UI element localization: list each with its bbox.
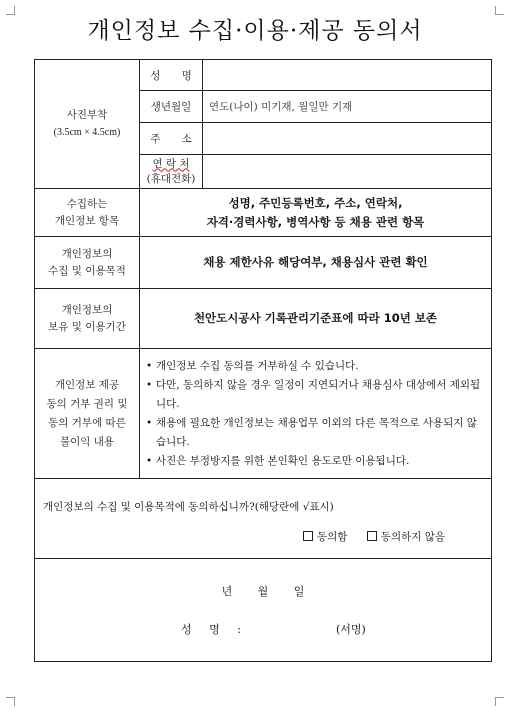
date-line[interactable]: 년 월 일 [221,585,305,598]
rights-label-line4: 불이익 내용 [59,435,115,448]
photo-cell[interactable] [35,60,140,189]
purpose-label-line1: 개인정보의 [61,247,113,260]
disagree-option[interactable] [367,531,445,543]
retention-label [35,289,140,349]
contact-label-line1: 연 락 처 [152,157,190,170]
purpose-label [35,237,140,289]
retention-content: 천안도시공사 기록관리기준표에 따라 10년 보존 [140,289,492,349]
birth-label: 생년월일 [140,91,203,123]
signature-name-label: 성 명 : [181,623,241,636]
purpose-label-line2: 수집 및 이용목적 [48,264,126,277]
rights-content [140,349,492,479]
birth-hint: 연도(나이) 미기재, 월일만 기재 [209,101,353,113]
agree-label: 동의함 [317,531,348,543]
retention-label-line2: 보유 및 이용기간 [48,320,126,333]
purpose-content: 채용 제한사유 해당여부, 채용심사 관련 확인 [140,237,492,289]
rights-label-line2: 동의 거부 권리 및 [46,397,128,410]
agree-checkbox[interactable] [303,531,313,541]
signature-line [35,621,491,637]
rights-item: • 개인정보 수집 동의를 거부하실 수 있습니다. [146,359,359,372]
items-label-line1: 수집하는 [66,197,108,210]
retention-label-line1: 개인정보의 [61,303,113,316]
rights-item: • 채용에 필요한 개인정보는 채용업무 이외의 다른 목적으로 사용되지 않습니다. [146,416,477,448]
contact-label-line2: (휴대전화) [146,172,196,185]
items-label-line2: 개인정보 항목 [54,214,120,227]
rights-label-line1: 개인정보 제공 [54,378,120,391]
photo-size: (3.5cm × 4.5cm) [53,127,121,138]
document-title: 개인정보 수집·이용·제공 동의서 [87,18,423,44]
birth-field[interactable] [203,91,492,123]
rights-item: • 사진은 부정방지를 위한 본인확인 용도로만 이용됩니다. [146,454,410,467]
signature-sign[interactable]: (서명) [335,623,366,636]
name-label: 성 명 [140,60,203,91]
disagree-label: 동의하지 않음 [380,531,445,543]
rights-list [140,351,491,477]
items-label [35,189,140,237]
consent-form-table [34,59,492,662]
consent-question: 개인정보의 수집 및 이용목적에 동의하십니까?(해당란에 √표시) [43,501,334,513]
name-field[interactable] [203,60,492,91]
contact-field[interactable] [203,155,492,189]
rights-label-line3: 동의 거부에 따른 [48,416,126,429]
items-line1: 성명, 주민등록번호, 주소, 연락처, [228,195,403,210]
agree-option[interactable] [303,531,347,543]
corner-mark-bottom-right [495,697,504,706]
photo-label: 사진부착 [66,109,108,121]
items-content [140,189,492,237]
signature-cell [35,559,492,662]
disagree-checkbox[interactable] [367,531,377,541]
corner-mark-bottom-left [6,697,15,706]
rights-item: • 다만, 동의하지 않을 경우 일정이 지연되거나 채용심사 대상에서 제외됩니다. [146,378,481,410]
rights-label [35,349,140,479]
items-line2: 자격·경력사항, 병역사항 등 채용 관련 항목 [206,214,425,229]
consent-options [303,529,445,544]
address-label: 주 소 [140,123,203,155]
address-field[interactable] [203,123,492,155]
consent-cell [35,479,492,559]
contact-label [140,155,203,189]
